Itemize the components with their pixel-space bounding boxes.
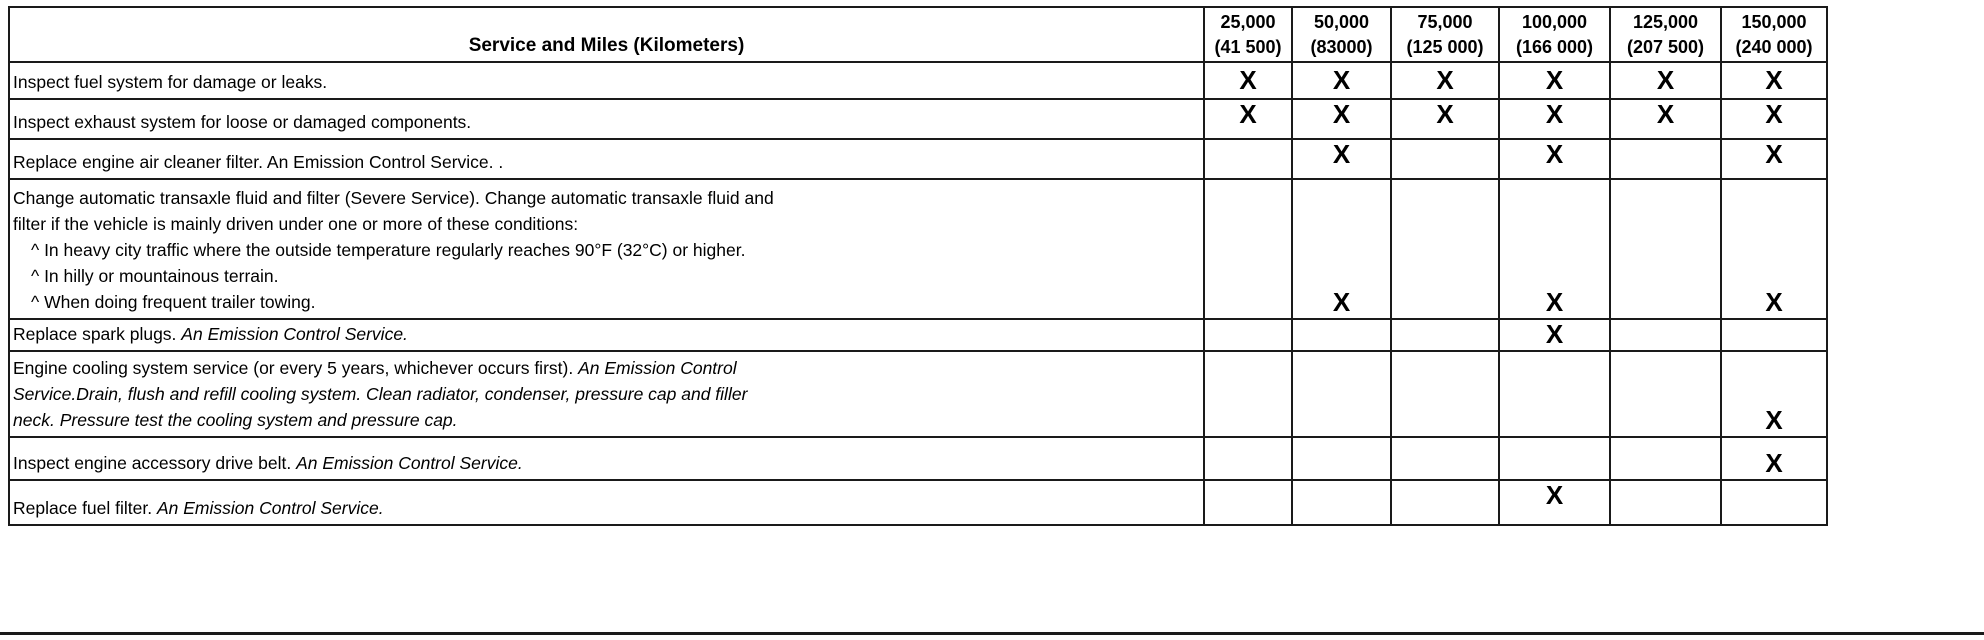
service-mark — [1204, 179, 1292, 319]
interval-miles: 150,000 — [1741, 11, 1807, 32]
interval-header-100000 — [1499, 7, 1610, 62]
service-mark — [1610, 437, 1721, 480]
emission-note: An Emission Control Service. — [296, 453, 523, 473]
service-mark: X — [1721, 62, 1827, 99]
service-description — [9, 437, 1204, 480]
service-mark — [1610, 480, 1721, 525]
interval-km: (41 500) — [1214, 36, 1282, 57]
interval-km: (83000) — [1310, 36, 1373, 57]
interval-miles: 50,000 — [1313, 11, 1370, 32]
service-mark — [1204, 437, 1292, 480]
interval-km: (125 000) — [1406, 36, 1484, 57]
service-mark — [1721, 319, 1827, 351]
interval-miles: 125,000 — [1632, 11, 1699, 32]
service-mark — [1499, 351, 1610, 437]
service-description: Replace engine air cleaner filter. An Emission Control Service. . — [9, 139, 1204, 179]
service-mark — [1204, 319, 1292, 351]
table-row — [9, 99, 1827, 139]
service-mark — [1204, 351, 1292, 437]
service-description — [9, 351, 1204, 437]
service-mark — [1499, 437, 1610, 480]
service-mark: X — [1721, 99, 1827, 139]
description-line: filter if the vehicle is mainly driven under one or more of these conditions: — [13, 214, 579, 234]
emission-note: An Emission Control — [578, 358, 737, 378]
interval-km: (207 500) — [1626, 36, 1705, 57]
service-mark: X — [1499, 319, 1610, 351]
description-line: Change automatic transaxle fluid and filter (Severe Service). Change automatic transaxle fluid and — [13, 188, 774, 208]
header-row — [9, 7, 1827, 62]
service-mark: X — [1391, 62, 1499, 99]
table-row — [9, 480, 1827, 525]
service-mark — [1204, 480, 1292, 525]
service-description: Inspect fuel system for damage or leaks. — [9, 62, 1204, 99]
interval-miles: 25,000 — [1220, 11, 1276, 32]
service-mark: X — [1499, 139, 1610, 179]
service-mark: X — [1610, 62, 1721, 99]
interval-header-125000 — [1610, 7, 1721, 62]
service-mark: X — [1292, 139, 1391, 179]
service-description — [9, 179, 1204, 319]
interval-header-25000 — [1204, 7, 1292, 62]
service-description — [9, 480, 1204, 525]
service-mark — [1610, 319, 1721, 351]
service-mark — [1610, 351, 1721, 437]
interval-header-75000 — [1391, 7, 1499, 62]
interval-header-150000 — [1721, 7, 1827, 62]
table-row — [9, 179, 1827, 319]
bottom-divider — [0, 632, 1984, 635]
service-mark — [1204, 139, 1292, 179]
service-column-header: Service and Miles (Kilometers) — [9, 7, 1204, 62]
service-mark: X — [1292, 179, 1391, 319]
service-mark — [1721, 480, 1827, 525]
description-text: Inspect engine accessory drive belt. — [13, 453, 292, 473]
service-mark — [1391, 351, 1499, 437]
service-mark: X — [1292, 62, 1391, 99]
service-mark — [1292, 351, 1391, 437]
service-mark: X — [1204, 99, 1292, 139]
service-description — [9, 319, 1204, 351]
service-mark: X — [1292, 99, 1391, 139]
table-row — [9, 351, 1827, 437]
service-mark — [1610, 139, 1721, 179]
description-text: Replace spark plugs. — [13, 324, 177, 344]
table-row — [9, 139, 1827, 179]
interval-miles: 100,000 — [1521, 11, 1588, 32]
interval-header-50000 — [1292, 7, 1391, 62]
condition-item: ^ When doing frequent trailer towing. — [31, 292, 316, 312]
table-row — [9, 319, 1827, 351]
condition-item: ^ In hilly or mountainous terrain. — [31, 266, 279, 286]
maintenance-schedule-table — [8, 6, 1828, 526]
interval-km: (166 000) — [1515, 36, 1594, 57]
service-mark — [1391, 139, 1499, 179]
interval-miles: 75,000 — [1417, 11, 1473, 32]
service-mark: X — [1721, 139, 1827, 179]
service-mark: X — [1499, 480, 1610, 525]
service-description: Inspect exhaust system for loose or damaged components. — [9, 99, 1204, 139]
service-mark: X — [1391, 99, 1499, 139]
service-mark: X — [1721, 351, 1827, 437]
interval-km: (240 000) — [1735, 36, 1813, 57]
service-mark: X — [1499, 62, 1610, 99]
service-mark: X — [1610, 99, 1721, 139]
description-text: Replace fuel filter. — [13, 498, 153, 518]
description-line — [13, 355, 1199, 381]
table-row — [9, 437, 1827, 480]
service-mark: X — [1721, 179, 1827, 319]
service-mark — [1391, 437, 1499, 480]
service-mark — [1292, 480, 1391, 525]
emission-note: An Emission Control Service. — [156, 498, 384, 518]
description-text: Engine cooling system service (or every 5 years, whichever occurs first). — [13, 358, 574, 378]
service-mark — [1610, 179, 1721, 319]
service-mark: X — [1204, 62, 1292, 99]
service-mark — [1292, 319, 1391, 351]
service-mark — [1391, 480, 1499, 525]
description-line: neck. Pressure test the cooling system and pressure cap. — [13, 410, 458, 430]
service-mark — [1292, 437, 1391, 480]
table-row — [9, 62, 1827, 99]
service-mark: X — [1499, 179, 1610, 319]
description-line: Service.Drain, flush and refill cooling system. Clean radiator, condenser, pressure cap and filler — [13, 384, 748, 404]
service-mark: X — [1721, 437, 1827, 480]
condition-item: ^ In heavy city traffic where the outside temperature regularly reaches 90°F (32°C) or higher. — [31, 240, 746, 260]
service-mark — [1391, 319, 1499, 351]
emission-note: An Emission Control Service. — [181, 324, 408, 344]
service-mark: X — [1499, 99, 1610, 139]
service-mark — [1391, 179, 1499, 319]
